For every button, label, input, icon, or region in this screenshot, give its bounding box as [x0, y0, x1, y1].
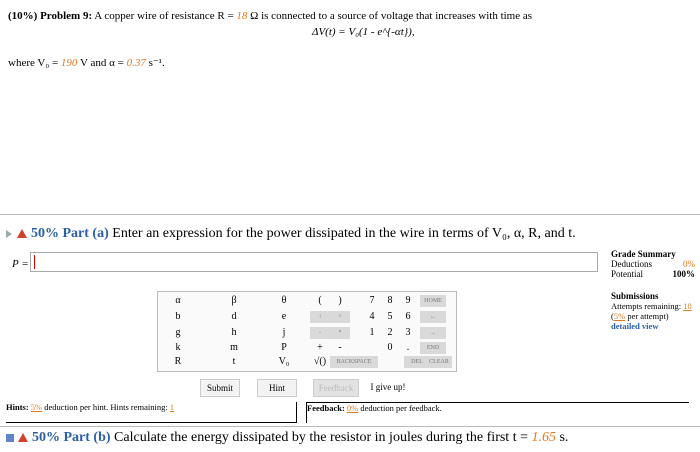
key-digit[interactable]: 3 [405, 327, 411, 338]
key-control[interactable]: CLEAR [426, 356, 452, 368]
problem-given-values [8, 56, 165, 69]
attempts-value: 10 [683, 301, 692, 311]
key-letter[interactable]: R [174, 356, 182, 367]
key-letter[interactable]: β [231, 295, 237, 306]
per-attempt-text: per attempt) [625, 311, 669, 321]
problem-number: (10%) Problem 9: [8, 10, 93, 22]
text-caret [34, 255, 35, 269]
key-control[interactable]: → [420, 327, 446, 339]
key-letter[interactable]: g [175, 327, 181, 338]
key-letter[interactable]: j [282, 327, 286, 338]
key-digit[interactable]: 0 [387, 342, 393, 353]
attempts-label: Attempts remaining: [611, 301, 684, 311]
key-letter[interactable]: θ [281, 295, 287, 306]
key-control[interactable]: END [420, 342, 446, 354]
key-letter[interactable]: k [175, 342, 181, 353]
hints-bar [6, 402, 297, 423]
deductions-value: 0% [683, 259, 695, 269]
key-digit[interactable]: 9 [405, 295, 411, 306]
key-control[interactable]: ← [420, 311, 446, 323]
feedback-button[interactable]: Feedback [313, 379, 359, 397]
key-letter[interactable]: e [281, 311, 287, 322]
key-operator[interactable]: - [338, 342, 342, 353]
alpha-value: 0.37 [126, 57, 146, 69]
answer-input[interactable] [30, 252, 598, 272]
divider [0, 426, 700, 427]
key-operator[interactable]: - [310, 327, 330, 339]
feedback-pct: 0% [346, 403, 359, 413]
expand-arrow-icon[interactable] [6, 230, 12, 238]
collapse-icon[interactable] [6, 434, 14, 442]
key-letter[interactable]: t [232, 356, 236, 367]
keypad [157, 291, 457, 372]
deductions-label: Deductions [611, 259, 652, 269]
problem-text-1: A copper wire of resistance R = [94, 10, 237, 22]
grade-summary-title: Grade Summary [611, 249, 676, 259]
potential-value: 100% [672, 269, 695, 279]
where-text-2: V and α = [77, 57, 127, 69]
grade-summary [611, 249, 695, 279]
key-digit[interactable]: 7 [369, 295, 375, 306]
submissions-title: Submissions [611, 291, 659, 301]
hints-label: Hints: [6, 402, 31, 412]
part-a-header[interactable] [6, 226, 576, 242]
key-digit[interactable]: 6 [405, 311, 411, 322]
voltage-formula: ΔV(t) = V₀(1 - e^{-αt}), [312, 26, 415, 38]
v0-value: 190 [60, 57, 78, 69]
part-a-percent: 50% Part (a) [31, 226, 109, 241]
feedback-label: Feedback: [307, 403, 347, 413]
key-letter[interactable]: m [230, 342, 238, 353]
where-text-3: s⁻¹. [145, 57, 165, 69]
key-digit[interactable]: . [406, 342, 410, 353]
key-digit[interactable]: 4 [369, 311, 375, 322]
warning-icon [17, 229, 27, 238]
potential-label: Potential [611, 269, 643, 279]
resistance-value: 18 [236, 10, 248, 22]
key-operator[interactable]: √() [313, 356, 327, 367]
warning-icon [18, 433, 28, 442]
hint-button[interactable]: Hint [257, 379, 297, 397]
part-b-question-1: Calculate the energy dissipated by the resistor in joules during the first t = [114, 430, 532, 445]
key-operator[interactable]: BACKSPACE [330, 356, 378, 368]
divider [0, 214, 700, 215]
part-a-question: Enter an expression for the power dissipated in the wire in terms of V₀, α, R, and t. [112, 226, 576, 241]
key-digit[interactable]: 8 [387, 295, 393, 306]
key-operator[interactable]: ^ [330, 311, 350, 323]
key-letter[interactable]: h [231, 327, 237, 338]
feedback-bar [306, 402, 689, 423]
key-letter[interactable]: V₀ [278, 356, 290, 367]
part-b-percent: 50% Part (b) [32, 430, 111, 445]
key-digit[interactable]: 1 [369, 327, 375, 338]
per-attempt-pct: 5% [613, 311, 626, 321]
key-letter[interactable]: P [281, 342, 287, 353]
key-digit[interactable]: 5 [387, 311, 393, 322]
feedback-text: deduction per feedback. [358, 403, 442, 413]
answer-label: P = [12, 258, 29, 270]
key-digit[interactable]: 2 [387, 327, 393, 338]
problem-statement [8, 10, 532, 22]
part-b-header[interactable] [6, 430, 568, 446]
hints-remaining: 1 [169, 402, 175, 412]
key-operator[interactable]: ↑ [310, 311, 330, 323]
submissions-panel: Submissions Attempts remaining: 10 (5% per attempt) detailed view [611, 291, 697, 331]
time-value: 1.65 [531, 430, 556, 445]
key-letter[interactable]: d [231, 311, 237, 322]
key-letter[interactable]: b [175, 311, 181, 322]
key-operator[interactable]: ( [318, 295, 322, 306]
key-control[interactable]: HOME [420, 295, 446, 307]
hints-pct: 5% [30, 402, 43, 412]
key-operator[interactable]: ) [338, 295, 342, 306]
key-operator[interactable]: * [330, 327, 350, 339]
part-b-question-2: s. [555, 430, 569, 445]
key-operator[interactable]: + [317, 342, 323, 353]
hints-text: deduction per hint. Hints remaining: [42, 402, 170, 412]
submit-button[interactable]: Submit [200, 379, 240, 397]
where-text: where V₀ = [8, 57, 61, 69]
problem-text-2: Ω is connected to a source of voltage that increases with time as [247, 10, 533, 22]
detailed-view-link[interactable]: detailed view [611, 321, 659, 331]
give-up-button[interactable]: I give up! [370, 382, 406, 392]
key-control[interactable]: DEL [404, 356, 430, 368]
key-letter[interactable]: α [175, 295, 181, 306]
